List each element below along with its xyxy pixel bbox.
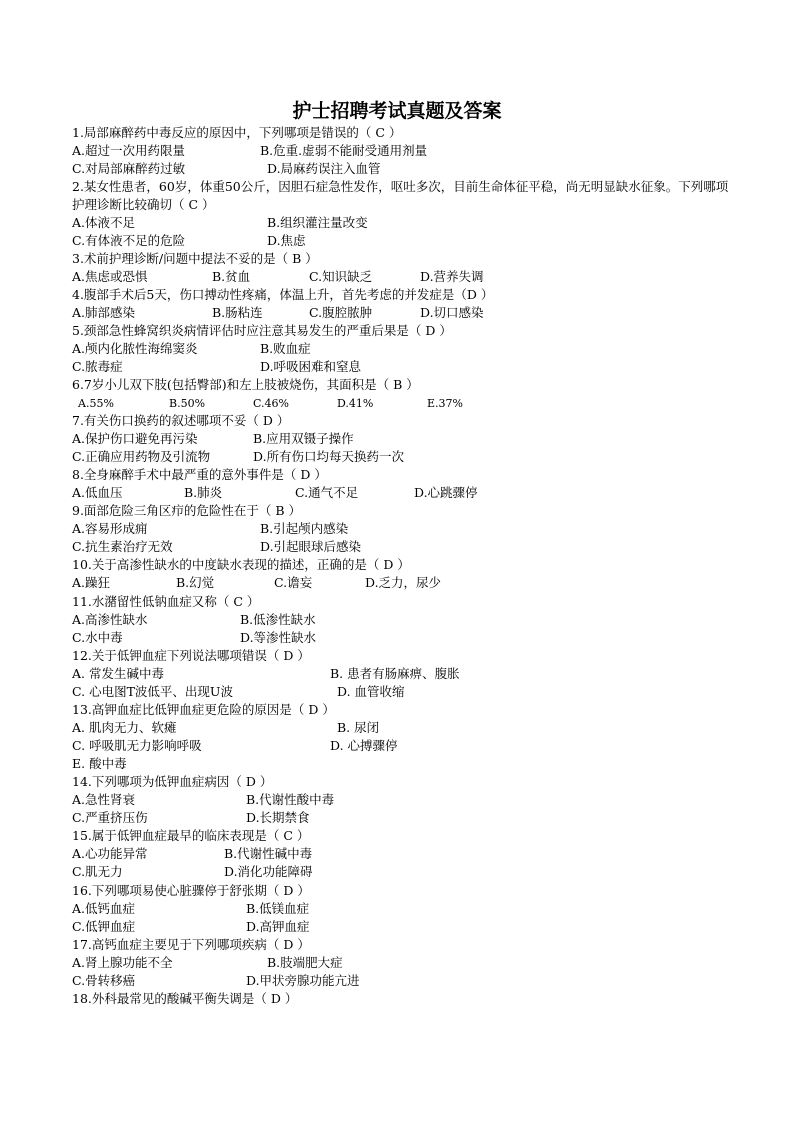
question-text: 13.高钾血症比低钾血症更危险的原因是（ D ） xyxy=(72,702,335,717)
question-text: 5.颈部急性蜂窝织炎病情评估时应注意其易发生的严重后果是（ D ） xyxy=(72,323,452,338)
answer-option: C.对局部麻醉药过敏 xyxy=(72,161,186,176)
question-text: 9.面部危险三角区疖的危险性在于（ B ） xyxy=(72,503,302,518)
answer-option: A.体液不足 xyxy=(72,215,136,230)
answer-option: C.骨转移癌 xyxy=(72,973,136,988)
answer-option: C.腹腔脓肿 xyxy=(309,305,373,320)
question-text: 1.局部麻醉药中毒反应的原因中，下列哪项是错误的（ C ） xyxy=(72,125,402,140)
answer-option: D.营养失调 xyxy=(420,269,484,284)
answer-option: A.躁狂 xyxy=(72,575,111,590)
answer-option: B.肺炎 xyxy=(184,485,223,500)
answer-option: C. 呼吸肌无力影响呼吸 xyxy=(72,738,202,753)
question-text: 16.下列哪项易使心脏骤停于舒张期（ D ） xyxy=(72,883,310,898)
answer-option: B.肢端肥大症 xyxy=(267,955,343,970)
answer-option: D.乏力，尿少 xyxy=(365,575,442,590)
answer-option: C.有体液不足的危险 xyxy=(72,233,186,248)
answer-option: B.引起颅内感染 xyxy=(260,521,349,536)
answer-option: A.心功能异常 xyxy=(72,846,148,861)
question-text: 4.腹部手术后5天，伤口搏动性疼痛，体温上升，首先考虑的并发症是（D ） xyxy=(72,287,494,302)
answer-option: C.严重挤压伤 xyxy=(72,810,148,825)
answer-option: A.超过一次用药限量 xyxy=(72,143,186,158)
answer-option: D.等渗性缺水 xyxy=(240,630,317,645)
answer-option: B.应用双镊子操作 xyxy=(253,431,354,446)
answer-option: D. 心搏骤停 xyxy=(330,738,398,753)
question-text: 10.关于高渗性缺水的中度缺水表现的描述，正确的是（ D ） xyxy=(72,557,410,572)
answer-option: D.呼吸困难和窒息 xyxy=(260,359,362,374)
answer-option: A.55% xyxy=(78,397,114,410)
answer-option: B.代谢性酸中毒 xyxy=(246,792,335,807)
answer-option: A.颅内化脓性海绵窦炎 xyxy=(72,341,198,356)
answer-option: B.败血症 xyxy=(260,341,311,356)
answer-option: C.通气不足 xyxy=(295,485,359,500)
question-text: 3.术前护理诊断/问题中提法不妥的是（ B ） xyxy=(72,251,318,266)
answer-option: C.脓毒症 xyxy=(72,359,123,374)
answer-option: B.肠粘连 xyxy=(212,305,263,320)
answer-option: D.高钾血症 xyxy=(246,919,310,934)
answer-option: D.焦虑 xyxy=(267,233,306,248)
answer-option: B.50% xyxy=(169,397,206,410)
answer-option: A.高渗性缺水 xyxy=(72,612,148,627)
answer-option: A. 肌肉无力、软瘫 xyxy=(72,720,177,735)
question-text: 12.关于低钾血症下列说法哪项错误（ D ） xyxy=(72,648,310,663)
answer-option: C.知识缺乏 xyxy=(309,269,373,284)
answer-option: A.容易形成痈 xyxy=(72,521,148,536)
answer-option: D.切口感染 xyxy=(420,305,484,320)
answer-option: A.低钙血症 xyxy=(72,901,136,916)
question-text: 2.某女性患者，60岁，体重50公斤，因胆石症急性发作，呕吐多次，目前生命体征平稳，尚无明显缺水征象。下列哪项护理诊断比较确切（ C ） xyxy=(72,179,729,212)
answer-option: E. 酸中毒 xyxy=(72,756,127,771)
question-text: 17.高钙血症主要见于下列哪项疾病（ D ） xyxy=(72,937,310,952)
answer-option: D.引起眼球后感染 xyxy=(260,539,362,554)
answer-option: B.代谢性碱中毒 xyxy=(224,846,313,861)
answer-option: D.甲状旁腺功能亢进 xyxy=(246,973,360,988)
answer-option: D.所有伤口均每天换药一次 xyxy=(253,449,405,464)
answer-option: C.抗生素治疗无效 xyxy=(72,539,173,554)
answer-option: A.低血压 xyxy=(72,485,123,500)
answer-option: B.危重.虚弱不能耐受通用剂量 xyxy=(260,143,428,158)
answer-option: A.肾上腺功能不全 xyxy=(72,955,173,970)
answer-option: B. 患者有肠麻痹、腹胀 xyxy=(330,666,460,681)
answer-option: B.低渗性缺水 xyxy=(240,612,316,627)
answer-option: C. 心电图T波低平、出现U波 xyxy=(72,684,233,699)
answer-option: A. 常发生碱中毒 xyxy=(72,666,164,681)
answer-option: B.贫血 xyxy=(212,269,251,284)
answer-option: B.组织灌注量改变 xyxy=(267,215,368,230)
answer-option: D. 血管收缩 xyxy=(337,684,405,699)
answer-option: D.长期禁食 xyxy=(246,810,310,825)
answer-option: C.46% xyxy=(253,397,289,410)
question-text: 7.有关伤口换药的叙述哪项不妥（ D ） xyxy=(72,413,290,428)
answer-option: C.正确应用药物及引流物 xyxy=(72,449,211,464)
question-text: 8.全身麻醉手术中最严重的意外事件是（ D ） xyxy=(72,467,327,482)
question-text: 11.水潴留性低钠血症又称（ C ） xyxy=(72,594,260,609)
answer-option: E.37% xyxy=(427,397,463,410)
document-title: 护士招聘考试真题及答案 xyxy=(292,100,502,122)
answer-option: D.消化功能障碍 xyxy=(224,864,313,879)
question-text: 18.外科最常见的酸碱平衡失调是（ D ） xyxy=(72,991,298,1006)
question-text: 15.属于低钾血症最早的临床表现是（ C ） xyxy=(72,828,310,843)
answer-option: A.保护伤口避免再污染 xyxy=(72,431,198,446)
answer-option: D.41% xyxy=(337,397,374,410)
answer-option: C.肌无力 xyxy=(72,864,123,879)
answer-option: A.急性肾衰 xyxy=(72,792,136,807)
answer-option: B.低镁血症 xyxy=(246,901,310,916)
answer-option: D.心跳骤停 xyxy=(414,485,478,500)
answer-option: A.焦虑或恐惧 xyxy=(72,269,148,284)
answer-option: B. 尿闭 xyxy=(337,720,380,735)
answer-option: C.水中毒 xyxy=(72,630,123,645)
question-text: 14.下列哪项为低钾血症病因（ D ） xyxy=(72,774,273,789)
answer-option: D.局麻药误注入血管 xyxy=(267,161,381,176)
answer-option: A.肺部感染 xyxy=(72,305,136,320)
answer-option: C.低钾血症 xyxy=(72,919,136,934)
question-text: 6.7岁小儿双下肢(包括臀部)和左上肢被烧伤，其面积是（ B ） xyxy=(72,377,419,392)
answer-option: B.幻觉 xyxy=(176,575,215,590)
answer-option: C.谵妄 xyxy=(274,575,313,590)
